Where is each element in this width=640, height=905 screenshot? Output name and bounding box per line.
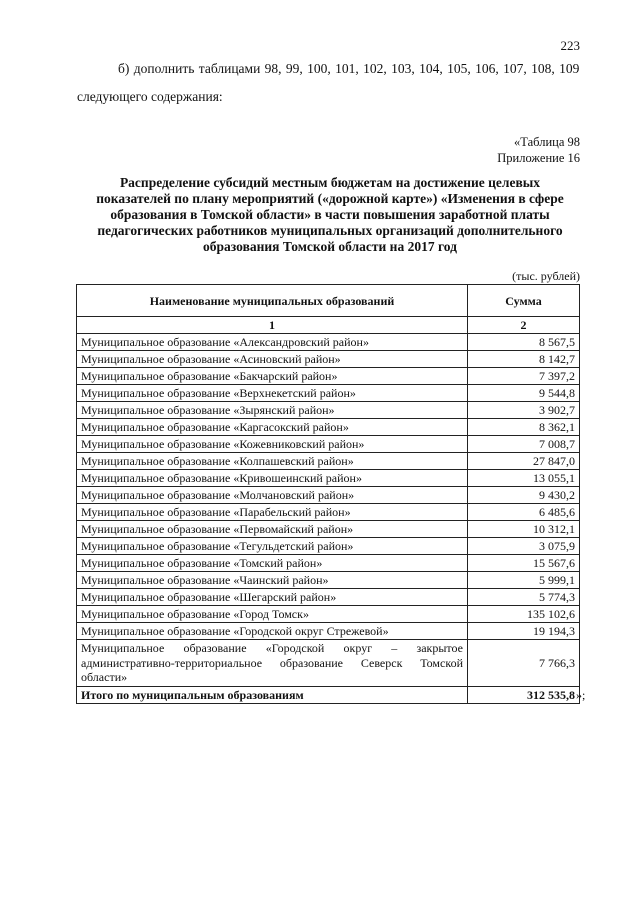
table-row (77, 368, 580, 385)
header-amount: Сумма (468, 285, 580, 317)
municipality-name: Муниципальное образование «Верхнекетский район» (77, 385, 468, 402)
amount-value: 8 362,1 (468, 419, 580, 436)
amount-value: 15 567,6 (468, 555, 580, 572)
amount-value: 7 008,7 (468, 436, 580, 453)
header-row (77, 285, 580, 317)
table-row (77, 453, 580, 470)
total-row (77, 686, 580, 703)
table-row (77, 487, 580, 504)
table-reference (497, 134, 580, 166)
municipality-name: Муниципальное образование «Городской округ – закрытое административно-территориальное образование Северск Томской области» (77, 640, 468, 687)
subsidy-table (76, 284, 586, 704)
table-row (77, 521, 580, 538)
amount-value: 7 766,3 (468, 640, 580, 687)
table-row (77, 572, 580, 589)
appendix-label: Приложение 16 (497, 151, 580, 165)
total-label: Итого по муниципальным образованиям (77, 686, 468, 703)
table-label: «Таблица 98 (514, 135, 580, 149)
amount-value: 19 194,3 (468, 623, 580, 640)
page-number: 223 (560, 38, 580, 53)
municipality-name: Муниципальное образование «Томский район» (77, 555, 468, 572)
municipality-name: Муниципальное образование «Первомайский район» (77, 521, 468, 538)
municipality-name: Муниципальное образование «Бакчарский район» (77, 368, 468, 385)
municipality-name: Муниципальное образование «Колпашевский район» (77, 453, 468, 470)
amount-value: 3 902,7 (468, 402, 580, 419)
amount-value: 10 312,1 (468, 521, 580, 538)
document-title (90, 175, 570, 255)
municipality-name: Муниципальное образование «Каргасокский район» (77, 419, 468, 436)
amount-value: 5 774,3 (468, 589, 580, 606)
municipality-name: Муниципальное образование «Парабельский район» (77, 504, 468, 521)
header-name: Наименование муниципальных образований (77, 285, 468, 317)
title-line: показателей по плану мероприятий («дорожной карте») «Изменения в сфере (96, 191, 564, 206)
municipality-name: Муниципальное образование «Кожевниковский район» (77, 436, 468, 453)
municipality-name: Муниципальное образование «Кривошеинский район» (77, 470, 468, 487)
table-row (77, 555, 580, 572)
municipality-name: Муниципальное образование «Шегарский район» (77, 589, 468, 606)
total-amount: 312 535,8 (527, 687, 575, 702)
table-row (77, 402, 580, 419)
title-line: образования Томской области на 2017 год (203, 239, 457, 254)
table-row (77, 334, 580, 351)
amount-value: 9 544,8 (468, 385, 580, 402)
table-row (77, 351, 580, 368)
table-row (77, 385, 580, 402)
municipality-name: Муниципальное образование «Город Томск» (77, 606, 468, 623)
table-row (77, 470, 580, 487)
title-line: педагогических работников муниципальных организаций дополнительного (97, 223, 563, 238)
amount-value: 7 397,2 (468, 368, 580, 385)
municipality-name: Муниципальное образование «Чаинский район» (77, 572, 468, 589)
municipality-name: Муниципальное образование «Зырянский район» (77, 402, 468, 419)
municipality-name: Муниципальное образование «Городской округ Стрежевой» (77, 623, 468, 640)
table-row (77, 538, 580, 555)
amount-value: 5 999,1 (468, 572, 580, 589)
amount-value: 13 055,1 (468, 470, 580, 487)
amount-value: 27 847,0 (468, 453, 580, 470)
amount-value: 135 102,6 (468, 606, 580, 623)
title-line: Распределение субсидий местным бюджетам на достижение целевых (119, 175, 541, 190)
column-number: 2 (468, 317, 580, 334)
table-row (77, 589, 580, 606)
closing-quote: »; (576, 687, 586, 702)
column-number-row (77, 317, 580, 334)
amount-value: 9 430,2 (468, 487, 580, 504)
municipality-name: Муниципальное образование «Асиновский район» (77, 351, 468, 368)
total-amount-cell (468, 686, 586, 703)
municipality-name: Муниципальное образование «Тегульдетский район» (77, 538, 468, 555)
title-line: образования в Томской области» в части повышения заработной платы (110, 207, 550, 222)
column-number: 1 (77, 317, 468, 334)
municipality-name: Муниципальное образование «Александровский район» (77, 334, 468, 351)
table-row (77, 623, 580, 640)
amount-value: 3 075,9 (468, 538, 580, 555)
intro-text-continuation: следующего содержания: (77, 89, 223, 104)
amount-value: 8 567,5 (468, 334, 580, 351)
table-row (77, 419, 580, 436)
municipality-name: Муниципальное образование «Молчановский район» (77, 487, 468, 504)
intro-text: б) дополнить таблицами 98, 99, 100, 101, 102, 103, 104, 105, 106, 107, 108, 109 (118, 61, 580, 76)
table-row (77, 504, 580, 521)
units-label: (тыс. рублей) (512, 269, 580, 283)
amount-value: 6 485,6 (468, 504, 580, 521)
table-row (77, 606, 580, 623)
amount-value: 8 142,7 (468, 351, 580, 368)
table-row (77, 436, 580, 453)
table-row (77, 640, 580, 687)
